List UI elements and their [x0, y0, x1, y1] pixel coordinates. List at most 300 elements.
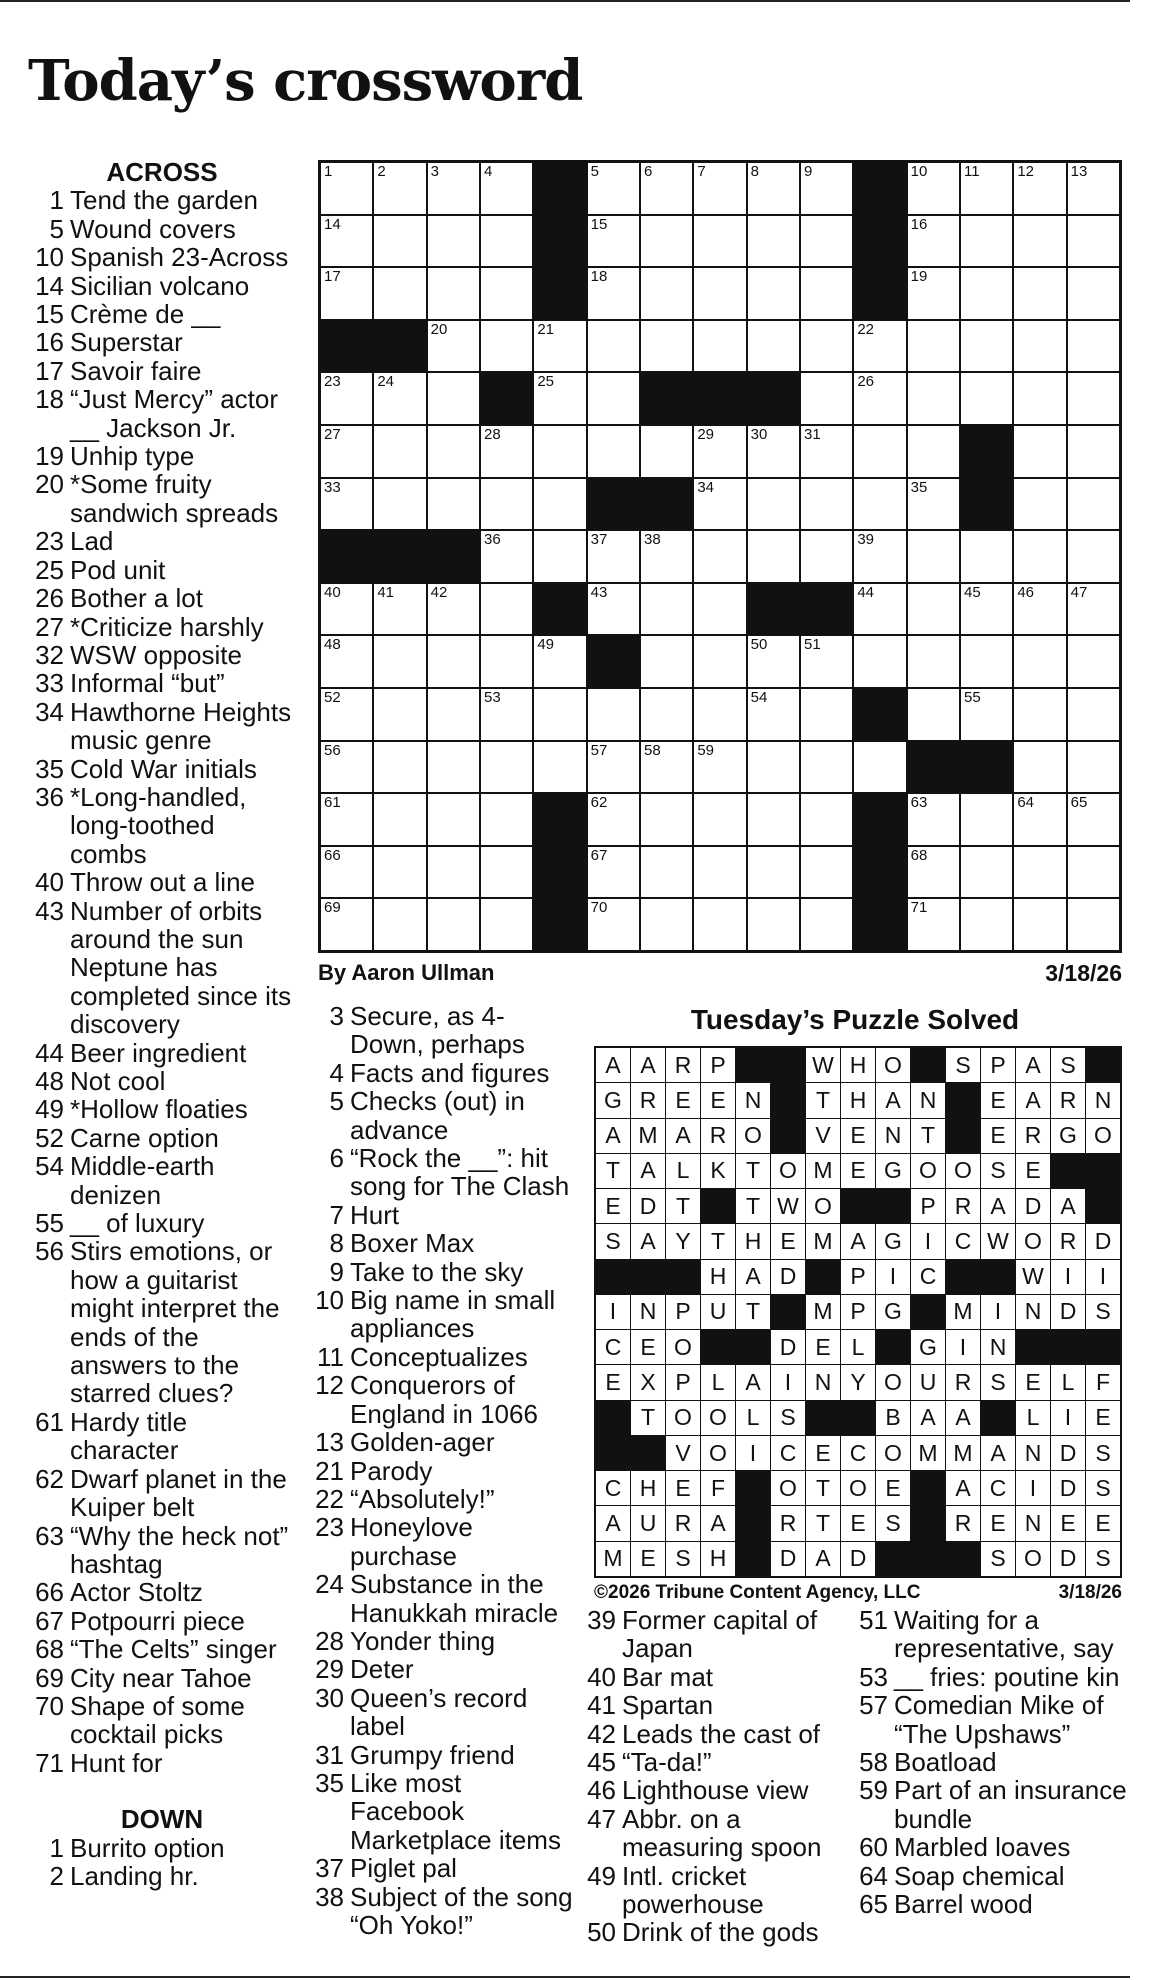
solution-letter: E	[981, 1119, 1015, 1153]
grid-cell	[1068, 373, 1119, 424]
grid-cell	[321, 268, 372, 319]
grid-cell	[481, 636, 532, 687]
cell-number: 56	[324, 741, 341, 759]
across-clue	[28, 698, 296, 755]
clue-text: Number of orbits around the sun Neptune has completed since its discovery	[70, 895, 292, 1040]
clue-number: 18	[35, 384, 64, 415]
solution-letter: T	[806, 1083, 840, 1117]
clue-text: Landing hr.	[70, 1860, 199, 1891]
solution-letter: D	[1086, 1224, 1120, 1258]
cell-number: 10	[910, 163, 928, 180]
clue-number: 71	[35, 1747, 64, 1778]
grid-cell	[694, 899, 745, 950]
solution-black-square	[946, 1542, 980, 1576]
solution-black-square	[1086, 1154, 1120, 1188]
cell-number: 29	[697, 425, 715, 443]
grid-cell	[1068, 636, 1119, 687]
solution-letter: M	[806, 1224, 840, 1258]
clue-number: 14	[35, 270, 64, 301]
solution-black-square	[876, 1542, 910, 1576]
solution-letter: C	[841, 1436, 875, 1470]
clue-text: Conceptualizes	[350, 1341, 528, 1372]
grid-cell	[908, 268, 959, 319]
solution-letter: M	[806, 1295, 840, 1329]
copyright: ©2026 Tribune Content Agency, LLC	[594, 1582, 921, 1603]
grid-cell	[374, 689, 425, 740]
grid-cell	[1014, 742, 1065, 793]
solution-letter: E	[596, 1189, 630, 1223]
cell-number: 37	[590, 531, 608, 549]
grid-cell	[481, 689, 532, 740]
clue-text: Shape of some cocktail picks	[70, 1690, 245, 1750]
solution-letter: N	[1016, 1295, 1050, 1329]
down-clue	[308, 1087, 573, 1144]
down-clue	[580, 1776, 850, 1804]
solution-letter: S	[946, 1048, 980, 1082]
across-clue	[28, 243, 296, 271]
across-clue	[28, 783, 296, 868]
grid-cell	[641, 531, 692, 582]
clue-text: Potpourri piece	[70, 1605, 245, 1636]
grid-cell	[374, 584, 425, 635]
grid-cell	[428, 216, 479, 267]
clue-text: City near Tahoe	[70, 1662, 252, 1693]
clue-text: Substance in the Hanukkah miracle	[350, 1569, 559, 1628]
cell-number: 14	[324, 215, 341, 233]
solution-letter: A	[596, 1119, 630, 1153]
solution-black-square	[1016, 1330, 1050, 1364]
solution-letter: N	[806, 1365, 840, 1399]
solution-letter: E	[701, 1083, 735, 1117]
clue-text: Stirs emotions, or how a guitarist might interpret the ends of the answers to the starred clues?	[70, 1236, 280, 1409]
solution-letter: E	[1086, 1506, 1120, 1540]
solution-letter: E	[596, 1365, 630, 1399]
across-clue	[28, 215, 296, 243]
across-heading: ACROSS	[106, 157, 218, 187]
grid-cell	[428, 742, 479, 793]
grid-cell	[641, 584, 692, 635]
clue-text: Comedian Mike of “The Upshaws”	[894, 1690, 1104, 1749]
solution-letter: G	[596, 1083, 630, 1117]
grid-cell	[641, 636, 692, 687]
clue-text: Carne option	[70, 1122, 219, 1153]
black-square	[641, 479, 692, 530]
black-square	[961, 479, 1012, 530]
across-clue	[28, 897, 296, 1039]
clue-number: 27	[35, 611, 64, 642]
clue-number: 17	[35, 355, 64, 386]
solution-letter: O	[911, 1154, 945, 1188]
solution-letter: P	[841, 1260, 875, 1294]
solution-letter: R	[631, 1083, 665, 1117]
solution-letter: O	[666, 1401, 700, 1435]
grid-cell	[374, 373, 425, 424]
down-clue	[852, 1776, 1132, 1833]
black-square	[854, 794, 905, 845]
down-clue	[852, 1606, 1132, 1663]
across-clue	[28, 669, 296, 697]
grid-cell	[1014, 426, 1065, 477]
clue-text: Marbled loaves	[894, 1832, 1071, 1863]
across-column	[28, 158, 296, 1890]
solution-black-square	[1086, 1330, 1120, 1364]
grid-cell	[428, 689, 479, 740]
grid-cell	[1068, 426, 1119, 477]
clue-text: *Long-handled, long-toothed combs	[70, 781, 247, 869]
grid-cell	[588, 426, 639, 477]
solution-black-square	[911, 1542, 945, 1576]
cell-number: 23	[324, 373, 341, 391]
solution-black-square	[736, 1471, 770, 1505]
cell-number: 57	[590, 741, 608, 759]
down-clue	[852, 1691, 1132, 1748]
grid-cell	[748, 268, 799, 319]
clue-text: Not cool	[70, 1066, 166, 1096]
clue-number: 50	[587, 1917, 616, 1948]
solution-letter: I	[1086, 1260, 1120, 1294]
clue-text: Waiting for a representative, say	[894, 1605, 1114, 1664]
black-square	[534, 584, 585, 635]
solution-letter: P	[701, 1048, 735, 1082]
clue-text: __ fries: poutine kin	[894, 1661, 1120, 1692]
solution-letter: O	[806, 1189, 840, 1223]
clue-text: Take to the sky	[350, 1256, 524, 1287]
solution-letter: R	[1051, 1224, 1085, 1258]
solution-letter: W	[981, 1224, 1015, 1258]
grid-cell	[641, 794, 692, 845]
cell-number: 50	[750, 636, 768, 654]
grid-cell	[534, 689, 585, 740]
solution-letter: O	[701, 1401, 735, 1435]
clue-number: 57	[859, 1690, 888, 1721]
solution-letter: E	[1051, 1506, 1085, 1540]
grid-cell	[1068, 584, 1119, 635]
clue-number: 19	[35, 441, 64, 472]
grid-cell	[1068, 531, 1119, 582]
down-clue	[308, 1201, 573, 1229]
solution-black-square	[806, 1401, 840, 1435]
solution-letter: I	[771, 1365, 805, 1399]
across-clue	[28, 1095, 296, 1123]
grid-cell	[481, 426, 532, 477]
solution-letter: G	[1051, 1119, 1085, 1153]
clue-text: Secure, as 4-Down, perhaps	[350, 1001, 525, 1060]
solution-letter: D	[631, 1189, 665, 1223]
down-clue	[308, 1741, 573, 1769]
grid-cell	[1014, 899, 1065, 950]
solution-letter: I	[736, 1436, 770, 1470]
solution-letter: B	[876, 1401, 910, 1435]
solution-black-square	[596, 1401, 630, 1435]
clue-text: Unhip type	[70, 441, 195, 472]
page-title: Today’s crossword	[28, 48, 583, 114]
cell-number: 42	[430, 583, 448, 601]
grid-cell	[854, 531, 905, 582]
solution-letter: G	[911, 1330, 945, 1364]
grid-cell	[1014, 373, 1065, 424]
black-square	[321, 321, 372, 372]
clue-text: Informal “but”	[70, 668, 225, 699]
cell-number: 41	[377, 583, 395, 601]
black-square	[961, 742, 1012, 793]
clue-number: 36	[35, 781, 64, 812]
cell-number: 63	[910, 794, 928, 812]
byline: By Aaron Ullman	[318, 960, 495, 985]
grid-cell	[481, 163, 532, 214]
clue-text: Queen’s record label	[350, 1682, 528, 1742]
black-square	[854, 268, 905, 319]
crossword-grid	[318, 160, 1122, 953]
solution-black-square	[771, 1083, 805, 1117]
solution-letter: W	[771, 1189, 805, 1223]
solution-letter: L	[666, 1154, 700, 1188]
top-rule	[0, 0, 1130, 2]
solution-letter: H	[841, 1083, 875, 1117]
down-clue	[852, 1748, 1132, 1776]
clue-number: 1	[49, 1832, 64, 1863]
grid-cell	[801, 794, 852, 845]
cell-number: 48	[324, 636, 341, 654]
grid-cell	[641, 742, 692, 793]
solution-letter: A	[596, 1048, 630, 1082]
solution-letter: L	[841, 1330, 875, 1364]
solution-letter: Y	[841, 1365, 875, 1399]
grid-cell	[1068, 163, 1119, 214]
solution-grid	[594, 1046, 1122, 1578]
grid-cell	[854, 321, 905, 372]
grid-cell	[1014, 689, 1065, 740]
grid-cell	[1068, 794, 1119, 845]
clue-number: 30	[315, 1682, 344, 1713]
solution-letter: M	[596, 1542, 630, 1576]
cell-number: 9	[803, 163, 813, 180]
cell-number: 67	[590, 846, 608, 864]
grid-cell	[1014, 531, 1065, 582]
grid-cell	[854, 636, 905, 687]
grid-cell	[428, 426, 479, 477]
down-clue	[308, 1457, 573, 1485]
cell-number: 27	[324, 425, 341, 443]
solution-date: 3/18/26	[1058, 1582, 1122, 1603]
grid-cell	[321, 479, 372, 530]
grid-cell	[748, 794, 799, 845]
solution-letter: E	[841, 1154, 875, 1188]
cell-number: 44	[857, 583, 875, 601]
clue-number: 61	[35, 1406, 64, 1437]
solution-black-square	[946, 1119, 980, 1153]
grid-cell	[854, 479, 905, 530]
grid-cell	[641, 899, 692, 950]
cell-number: 59	[697, 741, 715, 759]
across-clue	[28, 1124, 296, 1152]
cell-number: 30	[750, 425, 768, 443]
solution-letter: A	[596, 1506, 630, 1540]
grid-cell	[961, 531, 1012, 582]
grid-cell	[801, 899, 852, 950]
solution-letter: R	[1016, 1119, 1050, 1153]
clue-number: 23	[35, 526, 64, 557]
solution-letter: O	[1086, 1119, 1120, 1153]
clue-number: 67	[35, 1605, 64, 1636]
solution-letter: A	[1051, 1189, 1085, 1223]
down-clue	[308, 1229, 573, 1257]
grid-cell	[374, 163, 425, 214]
grid-cell	[1014, 321, 1065, 372]
solution-black-square	[1051, 1330, 1085, 1364]
cell-number: 39	[857, 531, 875, 549]
grid-cell	[374, 426, 425, 477]
clue-number: 48	[35, 1066, 64, 1096]
solution-letter: D	[1051, 1295, 1085, 1329]
clue-text: Burrito option	[70, 1832, 225, 1863]
clue-text: Lad	[70, 526, 114, 557]
black-square	[534, 847, 585, 898]
grid-cell	[801, 742, 852, 793]
across-clue	[28, 1408, 296, 1465]
clue-text: Like most Facebook Marketplace items	[350, 1767, 561, 1855]
clue-number: 33	[35, 668, 64, 699]
solution-letter: N	[1016, 1436, 1050, 1470]
solution-letter: A	[876, 1083, 910, 1117]
grid-cell	[428, 636, 479, 687]
clue-text: Lighthouse view	[622, 1775, 809, 1806]
clue-text: Deter	[350, 1654, 414, 1685]
grid-cell	[748, 479, 799, 530]
down-clue	[580, 1663, 850, 1691]
clue-text: Spanish 23-Across	[70, 242, 289, 273]
clue-text: Hunt for	[70, 1747, 163, 1778]
solution-letter: F	[701, 1471, 735, 1505]
grid-cell	[428, 847, 479, 898]
solution-letter: T	[736, 1154, 770, 1188]
black-square	[534, 268, 585, 319]
solution-black-square	[911, 1295, 945, 1329]
grid-cell	[588, 531, 639, 582]
solution-letter: I	[911, 1224, 945, 1258]
grid-cell	[428, 321, 479, 372]
cell-number: 49	[537, 636, 555, 654]
solution-black-square	[631, 1436, 665, 1470]
clue-text: Piglet pal	[350, 1853, 457, 1884]
grid-cell	[1014, 584, 1065, 635]
cell-number: 58	[643, 741, 661, 759]
cell-number: 33	[324, 478, 341, 496]
solution-letter: C	[771, 1436, 805, 1470]
clue-text: *Hollow floaties	[70, 1094, 248, 1125]
cell-number: 3	[430, 163, 439, 180]
solution-letter: E	[806, 1436, 840, 1470]
solution-letter: I	[1051, 1401, 1085, 1435]
solution-letter: S	[876, 1506, 910, 1540]
clue-text: Soap chemical	[894, 1860, 1065, 1891]
solution-letter: S	[1051, 1048, 1085, 1082]
across-clue	[28, 1237, 296, 1407]
solution-letter: R	[1051, 1083, 1085, 1117]
solution-letter: R	[946, 1506, 980, 1540]
black-square	[854, 847, 905, 898]
cell-number: 34	[697, 478, 715, 496]
clue-number: 42	[587, 1718, 616, 1749]
solution-letter: R	[946, 1365, 980, 1399]
clue-number: 5	[49, 213, 64, 244]
grid-cell	[961, 899, 1012, 950]
clue-number: 49	[587, 1860, 616, 1891]
grid-cell	[694, 531, 745, 582]
grid-cell	[694, 479, 745, 530]
cell-number: 66	[324, 846, 341, 864]
cell-number: 61	[324, 794, 341, 812]
grid-cell	[374, 794, 425, 845]
solution-black-square	[946, 1083, 980, 1117]
grid-cell	[481, 584, 532, 635]
solution-letter: O	[1016, 1224, 1050, 1258]
grid-cell	[1068, 742, 1119, 793]
clue-number: 35	[315, 1767, 344, 1798]
solution-black-square	[911, 1506, 945, 1540]
solution-black-square	[981, 1260, 1015, 1294]
solution-letter: O	[771, 1471, 805, 1505]
clue-text: Sicilian volcano	[70, 270, 250, 301]
down-clue-list	[28, 1834, 296, 1891]
grid-cell	[854, 584, 905, 635]
grid-cell	[588, 899, 639, 950]
grid-cell	[694, 794, 745, 845]
solution-letter: S	[981, 1542, 1015, 1576]
clue-number: 10	[35, 242, 64, 273]
clue-text: Bother a lot	[70, 583, 203, 614]
cell-number: 70	[590, 899, 608, 917]
solution-letter: D	[1051, 1542, 1085, 1576]
solution-letter: A	[981, 1189, 1015, 1223]
grid-cell	[321, 163, 372, 214]
grid-cell	[801, 321, 852, 372]
grid-cell	[694, 216, 745, 267]
cell-number: 4	[483, 163, 493, 180]
grid-cell	[374, 216, 425, 267]
clue-number: 53	[859, 1661, 888, 1692]
clue-text: Spartan	[622, 1690, 714, 1721]
grid-cell	[801, 163, 852, 214]
solution-letter: C	[596, 1330, 630, 1364]
clue-text: Hurt	[350, 1199, 400, 1230]
down-clue	[308, 1144, 573, 1201]
solution-letter: I	[1051, 1260, 1085, 1294]
clue-text: Crème de __	[70, 299, 221, 330]
grid-cell	[748, 531, 799, 582]
solution-letter: R	[771, 1506, 805, 1540]
clue-number: 7	[329, 1199, 344, 1230]
clue-number: 54	[35, 1151, 64, 1182]
grid-cell	[961, 268, 1012, 319]
grid-cell	[961, 373, 1012, 424]
grid-cell	[321, 794, 372, 845]
cell-number: 18	[590, 268, 608, 286]
clue-text: Subject of the song “Oh Yoko!”	[350, 1881, 573, 1940]
cell-number: 22	[857, 320, 875, 338]
clue-number: 21	[315, 1455, 344, 1486]
solution-letter: I	[981, 1295, 1015, 1329]
grid-cell	[534, 426, 585, 477]
black-square	[534, 216, 585, 267]
grid-cell	[908, 636, 959, 687]
clue-text: *Criticize harshly	[70, 611, 264, 642]
grid-cell	[1014, 847, 1065, 898]
grid-cell	[588, 163, 639, 214]
solution-letter: O	[876, 1048, 910, 1082]
clue-text: Big name in small appliances	[350, 1285, 556, 1344]
grid-cell	[1068, 479, 1119, 530]
solution-letter: E	[806, 1330, 840, 1364]
